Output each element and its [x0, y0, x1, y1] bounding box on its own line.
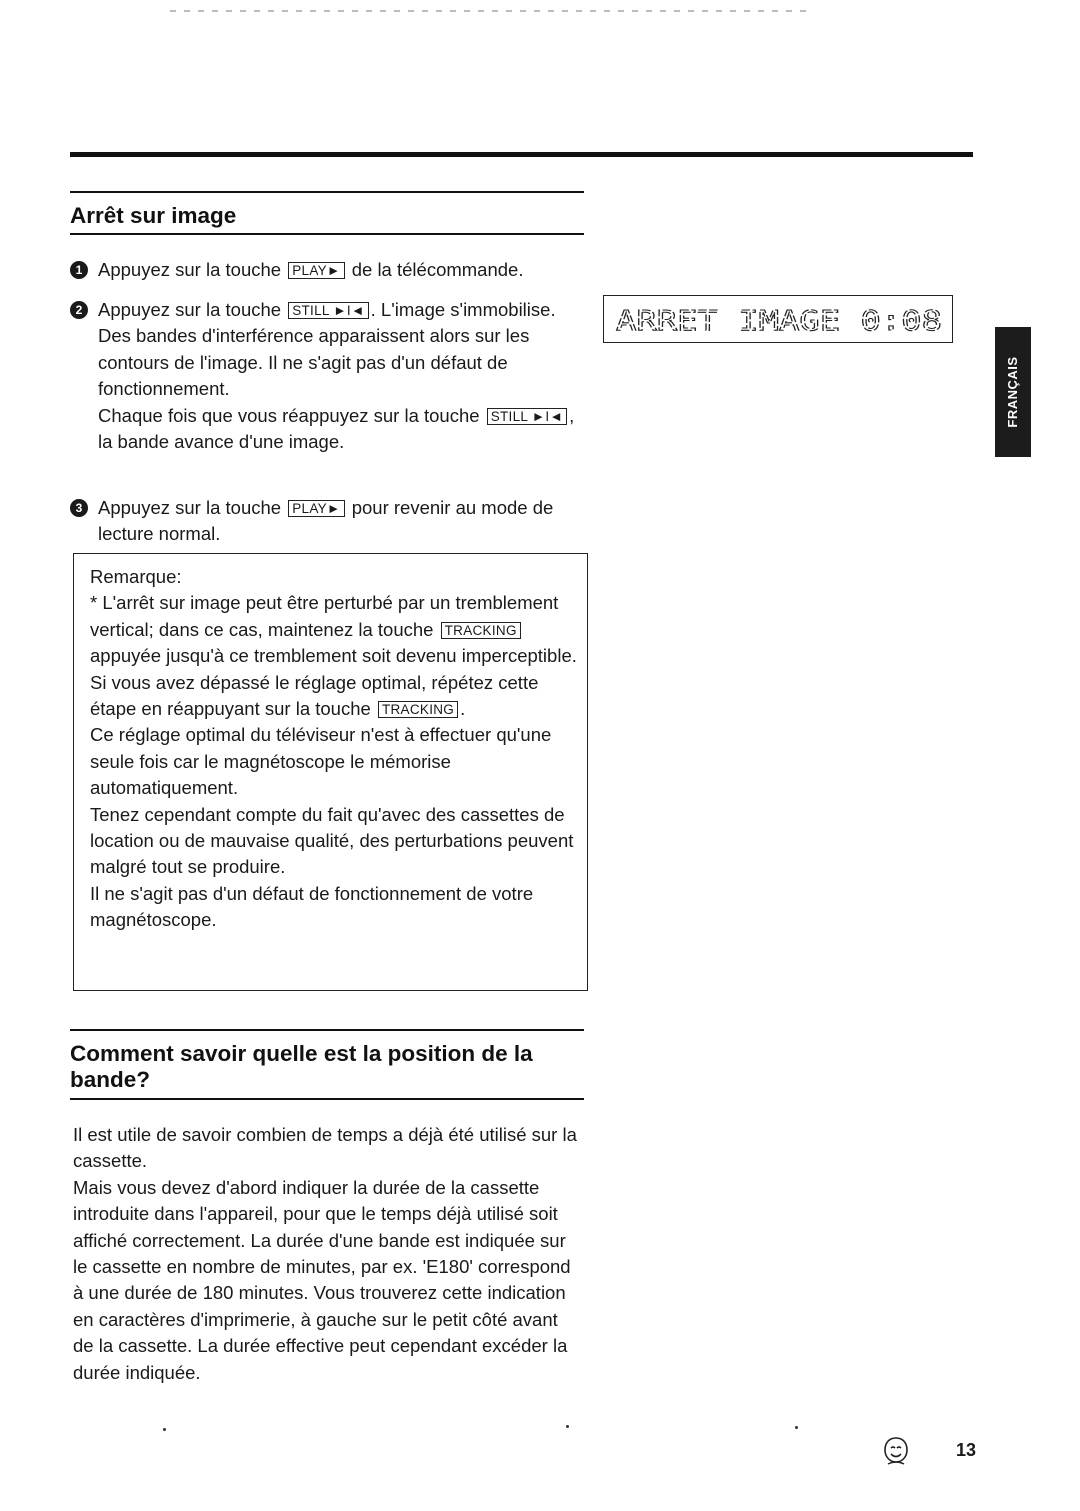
note-p1-post: appuyée jusqu'à ce tremblement soit devenu imperceptible. — [90, 645, 577, 667]
vcr-display-text: ARRET IMAGE 0:08 — [616, 304, 942, 337]
note-p1-pre: * L'arrêt sur image peut être perturbé par un tremblement vertical; dans ce cas, maintenez la touche — [90, 592, 559, 640]
hand-icon — [880, 1434, 912, 1468]
section2-bottom-rule — [70, 1098, 584, 1100]
step-2-interference-text: Des bandes d'interférence apparaissent alors sur les contours de l'image. Il ne s'agit pas d'un défaut de fonctionnement. — [98, 325, 530, 400]
note-p2-pre: Si vous avez dépassé le réglage optimal, répétez cette étape en réappuyant sur la touche — [90, 671, 539, 720]
section1-title: Arrêt sur image — [70, 203, 237, 228]
section1-top-rule — [70, 191, 584, 193]
step-2-text — [98, 297, 588, 323]
section2-body — [73, 1122, 583, 1386]
step-2-repeat-pre: Chaque fois que vous réappuyez sur la touche — [98, 404, 485, 426]
note-box — [73, 553, 588, 991]
section2-top-rule — [70, 1029, 584, 1031]
page-number: 13 — [956, 1440, 977, 1460]
step-3-marker: 3 — [70, 499, 88, 517]
scan-speck — [163, 1428, 166, 1431]
language-tab — [995, 327, 1031, 457]
step-1 — [75, 257, 588, 283]
tracking-key-label: TRACKING — [441, 622, 521, 639]
scan-speck — [566, 1425, 569, 1428]
step-1-marker: 1 — [70, 261, 88, 279]
step-2-pre: Appuyez sur la touche — [98, 299, 287, 320]
note-title: Remarque: — [90, 566, 182, 587]
step-1-post: de la télécommande. — [346, 259, 524, 280]
vcr-display — [603, 295, 953, 343]
step-2-post: . L'image s'immobilise. — [370, 299, 556, 320]
language-tab-label: FRANÇAIS — [1004, 356, 1020, 428]
play-key-label-2: PLAY► — [288, 500, 344, 517]
page-top-rule — [70, 152, 973, 157]
step-1-text — [98, 257, 588, 283]
note-paragraph-1 — [90, 590, 587, 669]
scan-artifact-top — [170, 10, 810, 12]
vcr-display-segments — [604, 296, 954, 344]
section2-paragraph-1: Il est utile de savoir combien de temps a déjà été utilisé sur la cassette. — [73, 1124, 577, 1172]
step-1-pre: Appuyez sur la touche — [98, 259, 287, 280]
note-p2-post: . — [460, 698, 466, 720]
step-3-pre: Appuyez sur la touche — [98, 497, 287, 518]
note-paragraph-5: Il ne s'agit pas d'un défaut de fonctionnement de votre magnétoscope. — [90, 882, 534, 931]
step-2-repeat-post: , la bande avance d'une image. — [98, 404, 575, 453]
section1-bottom-rule — [70, 233, 584, 235]
still-key-label-2: STILL ►I◄ — [487, 408, 567, 425]
note-paragraph-3: Ce réglage optimal du téléviseur n'est à effectuer qu'une seule fois car le magnétoscope le mémorise automatiquement. — [90, 724, 552, 799]
step-2-repeat-text — [98, 403, 588, 456]
section2-paragraph-2: Mais vous devez d'abord indiquer la durée de la cassette introduite dans l'appareil, pour que le temps déjà utilisé soit affiché correctement. La durée d'une bande est indiquée sur le cassette en nombre de minutes, par ex. 'E180' correspond à une durée de 180 minutes. Vous trouverez cette indication en caractères d'imprimerie, à gauche sur le petit côté avant de la cassette. La durée effective peut cependant excéder la durée indiquée. — [73, 1176, 571, 1383]
scan-speck — [795, 1426, 798, 1429]
step-3 — [75, 495, 588, 548]
note-paragraph-4: Tenez cependant compte du fait qu'avec des cassettes de location ou de mauvaise qualité, des perturbations peuvent malgré tout se produire. — [90, 803, 574, 878]
tracking-key-label-2: TRACKING — [378, 701, 458, 718]
note-paragraph-2 — [90, 670, 587, 723]
still-key-label: STILL ►I◄ — [288, 302, 368, 319]
step-2-marker: 2 — [70, 301, 88, 319]
step-2 — [75, 297, 588, 455]
section2-title: Comment savoir quelle est la position de la bande? — [70, 1041, 533, 1092]
step-3-text — [98, 495, 588, 548]
step-3-post: pour revenir au mode de lecture normal. — [98, 497, 554, 545]
play-key-label: PLAY► — [288, 262, 344, 279]
